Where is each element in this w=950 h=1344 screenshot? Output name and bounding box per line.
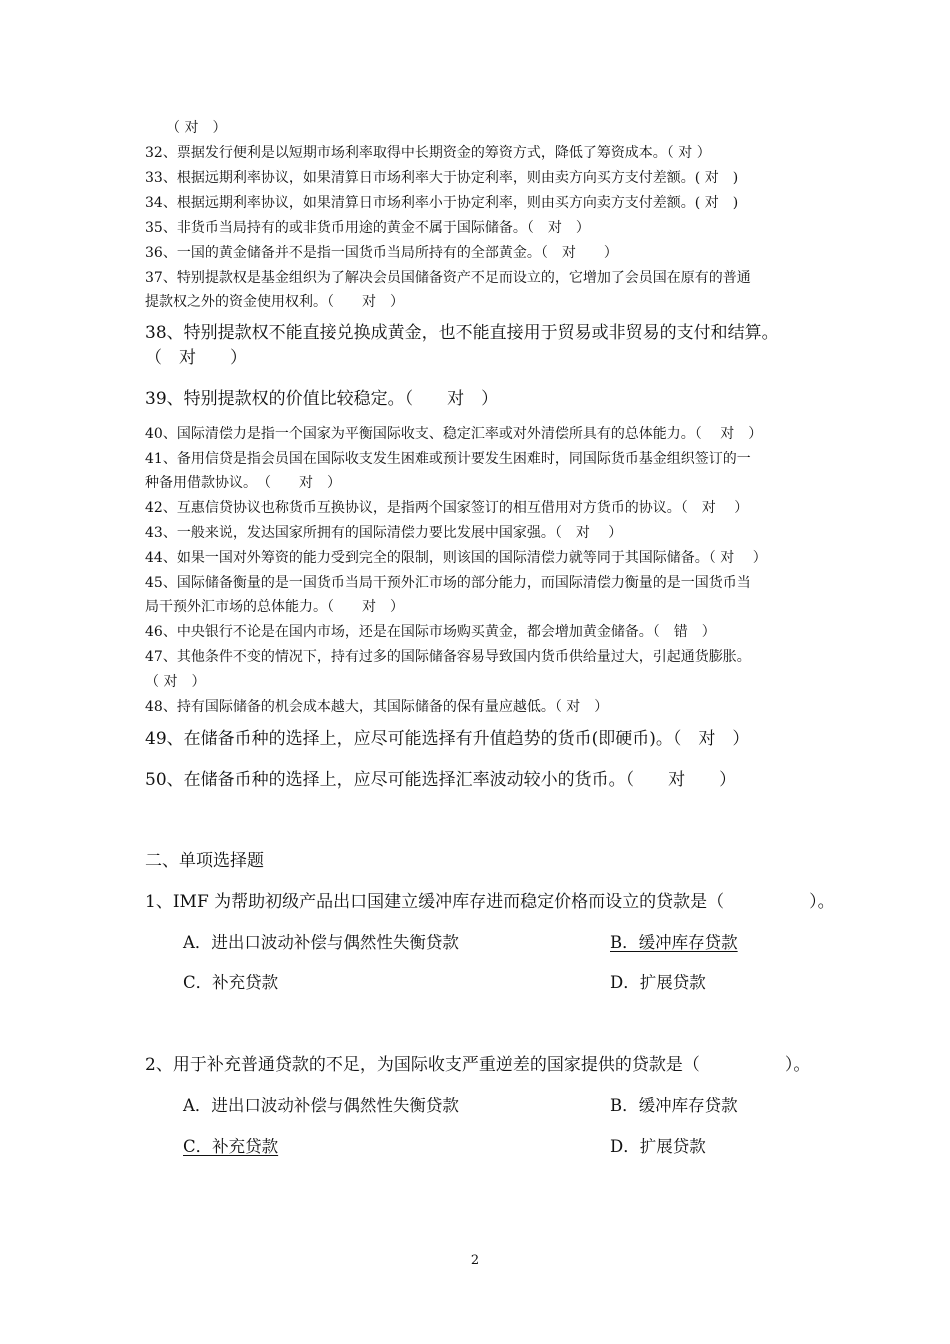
tf-item-43: 43、一般来说，发达国家所拥有的国际清偿力要比发展中国家强。（ 对 ） <box>145 525 623 541</box>
tf-item-49: 49、在储备币种的选择上，应尽可能选择有升值趋势的货币(即硬币)。（ 对 ） <box>145 729 750 749</box>
question-1-option-d: D．扩展贷款 <box>610 973 706 992</box>
tf-item-44: 44、如果一国对外筹资的能力受到完全的限制，则该国的国际清偿力就等同于其国际储备。（ 对 ） <box>145 550 767 566</box>
tf-item-46: 46、中央银行不论是在国内市场，还是在国际市场购买黄金，都会增加黄金储备。（ 错 ） <box>145 624 716 640</box>
question-1-option-c: C．补充贷款 <box>183 973 279 992</box>
question-1-stem: 1、IMF 为帮助初级产品出口国建立缓冲库存进而稳定价格而设立的贷款是（ ）。 <box>145 892 835 912</box>
tf-item-48: 48、持有国际储备的机会成本越大，其国际储备的保有量应越低。（ 对 ） <box>145 699 609 715</box>
tf-item-45-cont: 局干预外汇市场的总体能力。（ 对 ） <box>145 599 404 615</box>
page-number: 2 <box>470 1253 480 1268</box>
question-2-stem: 2、用于补充普通贷款的不足，为国际收支严重逆差的国家提供的贷款是（ ）。 <box>145 1055 811 1075</box>
question-1-option-a: A．进出口波动补偿与偶然性失衡贷款 <box>183 933 459 952</box>
tf-item-42: 42、互惠信贷协议也称货币互换协议，是指两个国家签订的相互借用对方货币的协议。（ 对 ） <box>145 500 749 516</box>
question-2-option-b: B．缓冲库存贷款 <box>610 1096 738 1115</box>
tf-item-41: 41、备用信贷是指会员国在国际收支发生困难或预计要发生困难时，同国际货币基金组织签订的一 <box>145 451 751 467</box>
tf-item-39: 39、特别提款权的价值比较稳定。（ 对 ） <box>145 389 499 409</box>
tf-item-37-cont: 提款权之外的资金使用权利。（ 对 ） <box>145 294 404 310</box>
question-2-option-a: A．进出口波动补偿与偶然性失衡贷款 <box>183 1096 459 1115</box>
tf-item-36: 36、一国的黄金储备并不是指一国货币当局所持有的全部黄金。（ 对 ） <box>145 245 618 261</box>
tf-item-45: 45、国际储备衡量的是一国货币当局干预外汇市场的部分能力，而国际清偿力衡量的是一国货币当 <box>145 575 751 591</box>
tf-item-47: 47、其他条件不变的情况下，持有过多的国际储备容易导致国内货币供给量过大，引起通货膨胀。 <box>145 649 751 665</box>
question-2-option-c: C．补充贷款 <box>183 1137 279 1156</box>
question-1-option-b: B．缓冲库存贷款 <box>610 933 738 952</box>
tf-item-40: 40、国际清偿力是指一个国家为平衡国际收支、稳定汇率或对外清偿所具有的总体能力。（ 对 ） <box>145 426 763 442</box>
tf-item-38-cont: （ 对 ） <box>145 348 247 368</box>
tf-item-33: 33、根据远期利率协议，如果清算日市场利率大于协定利率，则由卖方向买方支付差额。( 对 ) <box>145 170 739 186</box>
tf-item-38: 38、特别提款权不能直接兑换成黄金，也不能直接用于贸易或非贸易的支付和结算。 <box>145 323 779 343</box>
tf-item-35: 35、非货币当局持有的或非货币用途的黄金不属于国际储备。（ 对 ） <box>145 220 590 236</box>
tf-item-41-cont: 种备用借款协议。 （ 对 ） <box>145 475 341 491</box>
tf-item-47-cont: （ 对 ） <box>145 674 206 690</box>
question-2-option-d: D．扩展贷款 <box>610 1137 706 1156</box>
section-title: 二、单项选择题 <box>145 851 264 871</box>
tf-answer-31: （ 对 ） <box>145 120 227 136</box>
tf-item-37: 37、特别提款权是基金组织为了解决会员国储备资产不足而设立的，它增加了会员国在原有的普通 <box>145 270 751 286</box>
tf-item-50: 50、在储备币种的选择上，应尽可能选择汇率波动较小的货币。（ 对 ） <box>145 770 737 790</box>
tf-item-32: 32、票据发行便利是以短期市场利率取得中长期资金的筹资方式，降低了筹资成本。（ 对 ） <box>145 145 711 161</box>
tf-item-34: 34、根据远期利率协议，如果清算日市场利率小于协定利率，则由买方向卖方支付差额。( 对 ) <box>145 195 739 211</box>
